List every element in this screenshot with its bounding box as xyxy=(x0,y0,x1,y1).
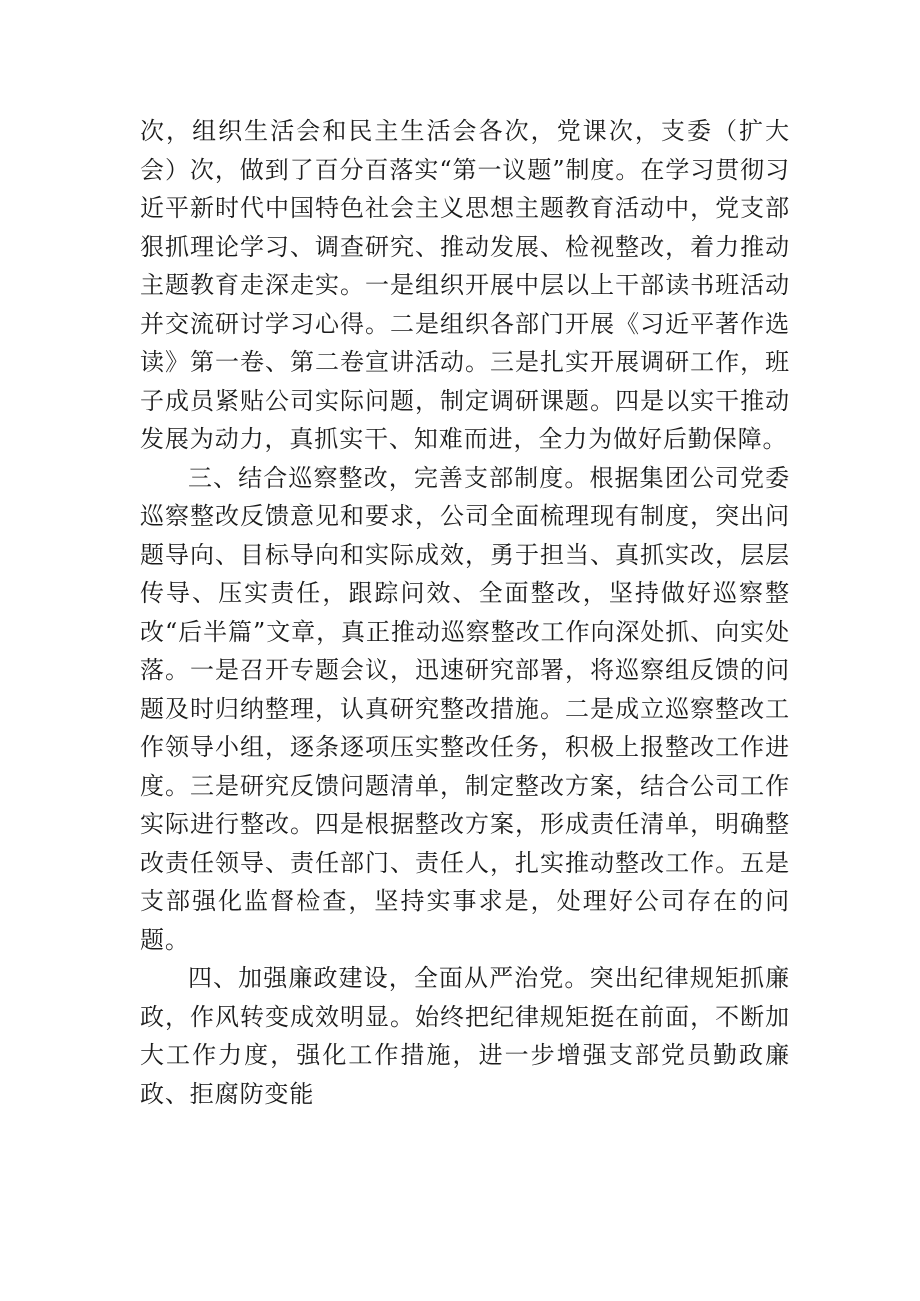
paragraph-inspection-rectification: 三、结合巡察整改，完善支部制度。根据集团公司党委巡察整改反馈意见和要求，公司全面梳理现有制度，突出问题导向、目标导向和实际成效，勇于担当、真抓实改，层层传导、压实责任，跟踪问效、全面整改，坚持做好巡察整改“后半篇”文章，真正推动巡察整改工作向深处抓、向实处落。一是召开专题会议，迅速研究部署，将巡察组反馈的问题及时归纳整理，认真研究整改措施。二是成立巡察整改工作领导小组，逐条逐项压实整改任务，积极上报整改工作进度。三是研究反馈问题清单，制定整改方案，结合公司工作实际进行整改。四是根据整改方案，形成责任清单，明确整改责任领导、责任部门、责任人，扎实推动整改工作。五是支部强化监督检查，坚持实事求是，处理好公司存在的问题。 xyxy=(140,463,790,954)
document-body xyxy=(140,112,790,1113)
paragraph-integrity-building: 四、加强廉政建设，全面从严治党。突出纪律规矩抓廉政，作风转变成效明显。始终把纪律规矩挺在前面，不断加大工作力度，强化工作措施，进一步增强支部党员勤政廉政、拒腐防变能 xyxy=(140,964,790,1108)
paragraph-party-study: 次，组织生活会和民主生活会各次，党课次，支委（扩大会）次，做到了百分百落实“第一议题”制度。在学习贯彻习近平新时代中国特色社会主义思想主题教育活动中，党支部狠抓理论学习、调查研究、推动发展、检视整改，着力推动主题教育走深走实。一是组织开展中层以上干部读书班活动并交流研讨学习心得。二是组织各部门开展《习近平著作选读》第一卷、第二卷宣讲活动。三是扎实开展调研工作，班子成员紧贴公司实际问题，制定调研课题。四是以实干推动发展为动力，真抓实干、知难而进，全力为做好后勤保障。 xyxy=(140,117,790,453)
